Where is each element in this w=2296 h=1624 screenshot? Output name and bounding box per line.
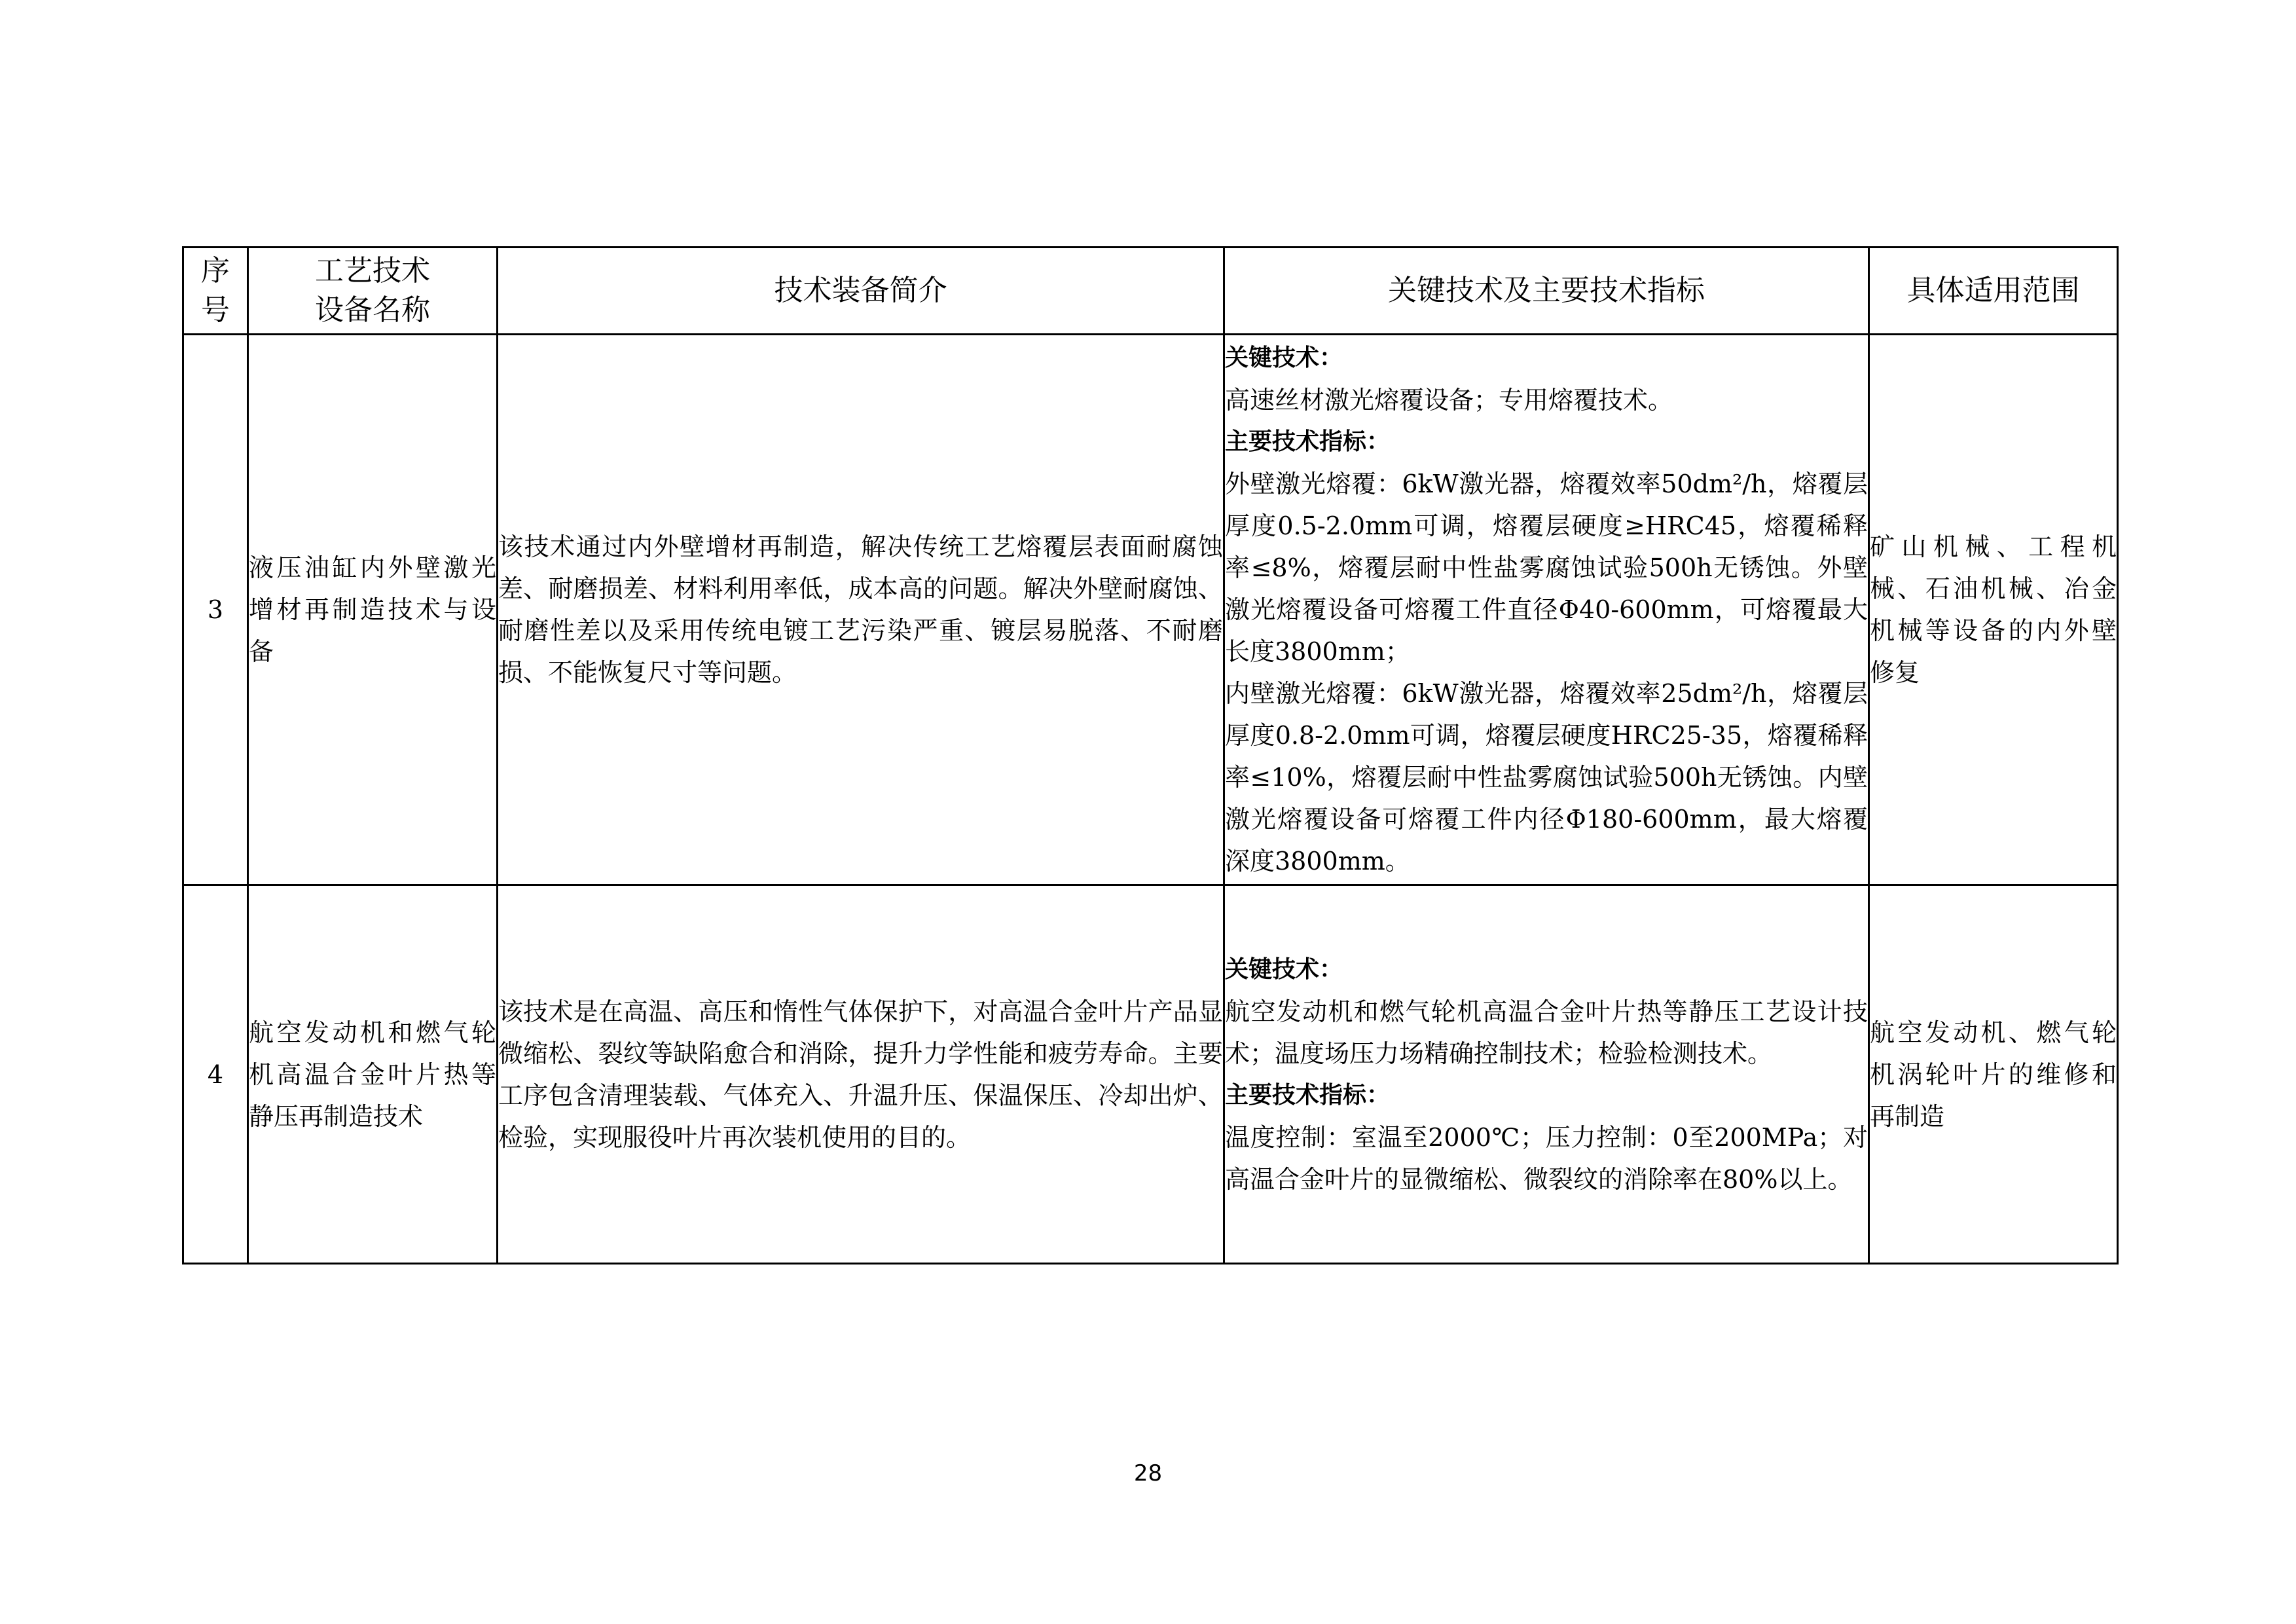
row-seq: 3 (183, 335, 248, 885)
header-scope: 具体适用范围 (1869, 248, 2118, 335)
header-intro: 技术装备简介 (498, 248, 1224, 335)
row-scope: 航空发动机、燃气轮机涡轮叶片的维修和再制造 (1869, 885, 2118, 1264)
row-scope: 矿山机械、工程机械、石油机械、冶金机械等设备的内外壁修复 (1869, 335, 2118, 885)
index-paragraph: 内壁激光熔覆：6kW激光器，熔覆效率25dm²/h，熔覆层厚度0.8-2.0mm可调，熔覆层硬度HRC25-35，熔覆稀释率≤10%，熔覆层耐中性盐雾腐蚀试验500h无锈蚀。内壁激光熔覆设备可熔覆工件内径Φ180-600mm，最大熔覆深度3800mm。 (1225, 679, 1868, 876)
row-intro: 该技术通过内外壁增材再制造，解决传统工艺熔覆层表面耐腐蚀差、耐磨损差、材料利用率低，成本高的问题。解决外壁耐腐蚀、耐磨性差以及采用传统电镀工艺污染严重、镀层易脱落、不耐磨损、不能恢复尺寸等问题。 (498, 335, 1224, 885)
index-paragraph: 外壁激光熔覆：6kW激光器，熔覆效率50dm²/h，熔覆层厚度0.5-2.0mm可调，熔覆层硬度≥HRC45，熔覆稀释率≤8%，熔覆层耐中性盐雾腐蚀试验500h无锈蚀。外壁激光熔覆设备可熔覆工件直径Φ40-600mm，可熔覆最大长度3800mm； (1225, 470, 1868, 666)
page-number: 28 (1133, 1460, 1163, 1486)
row-name: 航空发动机和燃气轮机高温合金叶片热等静压再制造技术 (248, 885, 498, 1264)
header-key-tech: 关键技术及主要技术指标 (1224, 248, 1869, 335)
key-tech-text: 航空发动机和燃气轮机高温合金叶片热等静压工艺设计技术；温度场压力场精确控制技术；检验检测技术。 (1225, 997, 1868, 1068)
table-header-row (183, 248, 2118, 335)
row-seq: 4 (183, 885, 248, 1264)
row-intro: 该技术是在高温、高压和惰性气体保护下，对高温合金叶片产品显微缩松、裂纹等缺陷愈合和消除，提升力学性能和疲劳寿命。主要工序包含清理装载、气体充入、升温升压、保温保压、冷却出炉、检验，实现服役叶片再次装机使用的目的。 (498, 885, 1224, 1264)
key-tech-title: 关键技术： (1225, 344, 1343, 371)
technology-table (182, 246, 2119, 1264)
row-key-tech (1224, 335, 1869, 885)
index-title: 主要技术指标： (1225, 1081, 1391, 1109)
table-row (183, 335, 2118, 885)
header-name: 工艺技术 设备名称 (248, 248, 498, 335)
index-paragraph: 温度控制：室温至2000℃；压力控制：0至200MPa；对高温合金叶片的显微缩松、微裂纹的消除率在80%以上。 (1225, 1122, 1868, 1194)
index-title: 主要技术指标： (1225, 428, 1391, 455)
key-tech-text: 高速丝材激光熔覆设备；专用熔覆技术。 (1225, 386, 1673, 415)
header-seq: 序 号 (183, 248, 248, 335)
row-name: 液压油缸内外壁激光增材再制造技术与设备 (248, 335, 498, 885)
row-key-tech (1224, 885, 1869, 1264)
key-tech-title: 关键技术： (1225, 955, 1343, 983)
table-row (183, 885, 2118, 1264)
